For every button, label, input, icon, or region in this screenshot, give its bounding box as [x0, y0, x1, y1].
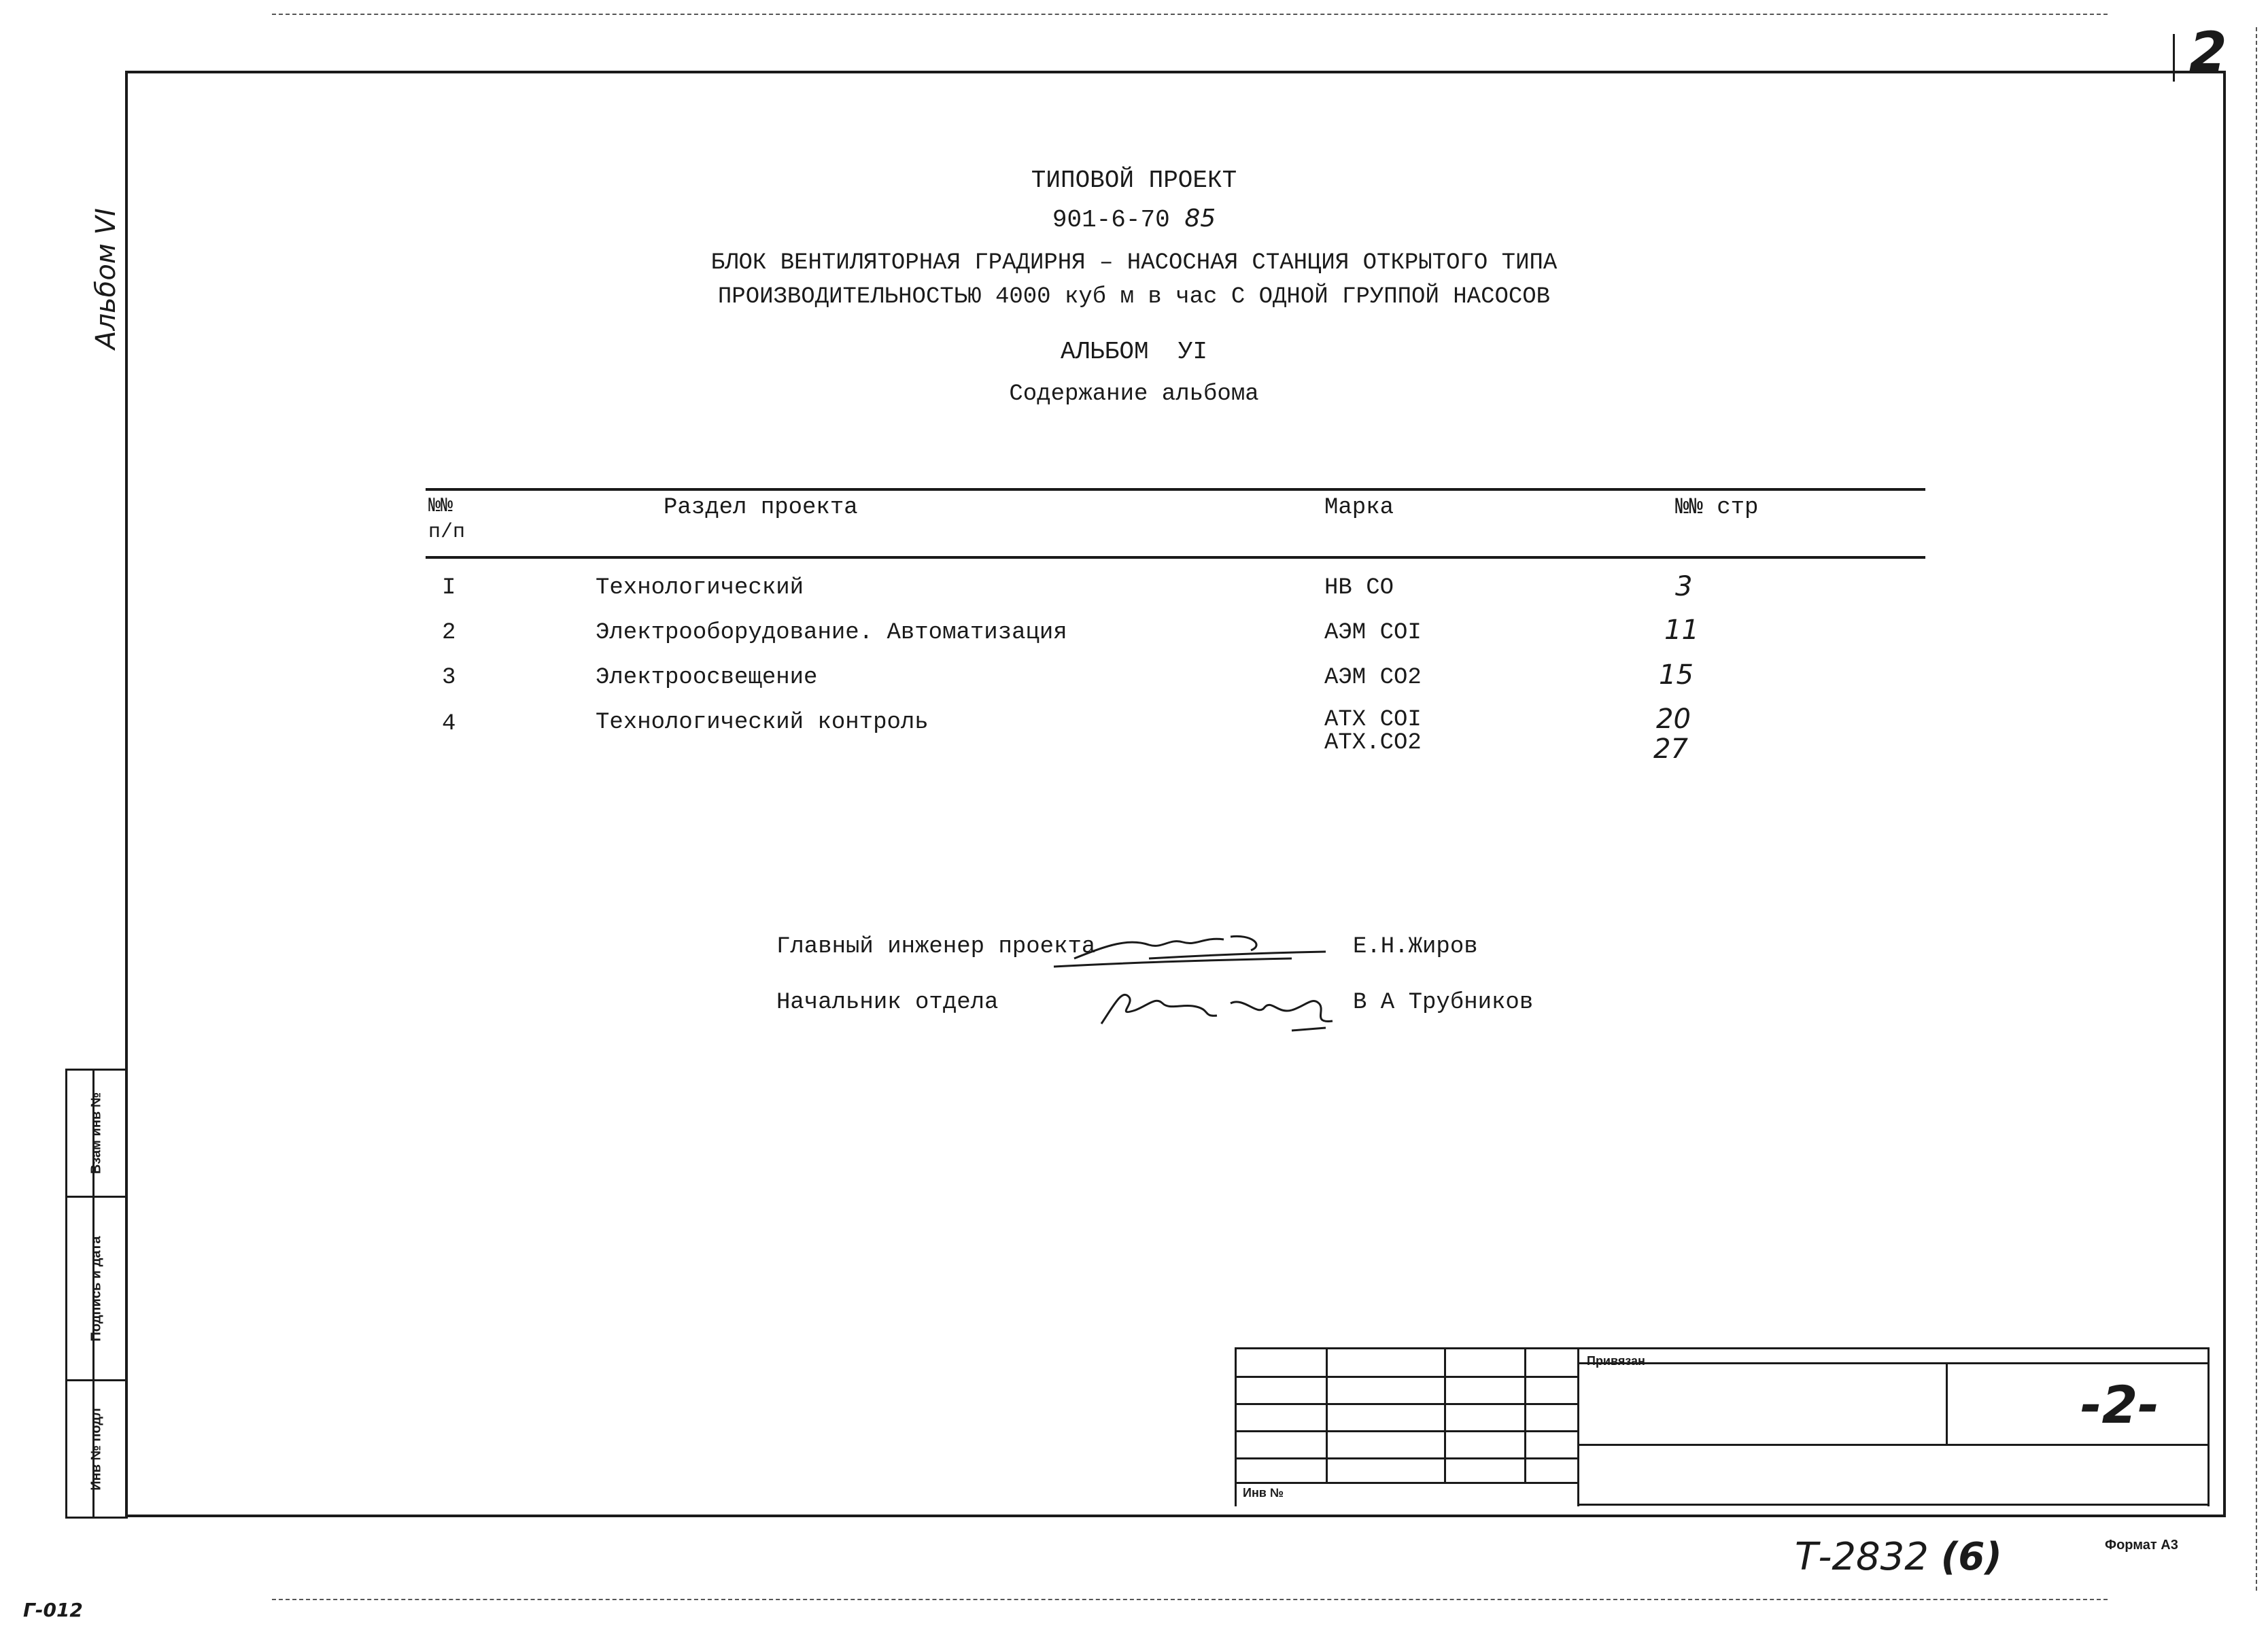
row-4-mark-2: АТХ.СО2: [1324, 730, 1422, 756]
side-stamp-divider: [92, 1069, 94, 1519]
document-code-main: Т-2832: [1795, 1535, 1929, 1579]
header-num-line2: п/п: [428, 521, 466, 544]
header-mark: Марка: [1324, 495, 1394, 521]
tb-grid-h3: [1235, 1430, 1579, 1432]
title-block-inv: Инв №: [1243, 1486, 1284, 1500]
row-2-mark: АЭМ СОI: [1324, 620, 1422, 646]
tb-grid-v4: [1577, 1347, 1579, 1506]
tb-grid-v1: [1326, 1347, 1328, 1482]
row-3-page: 15: [1659, 659, 1694, 691]
title-line-2: ПРОИЗВОДИТЕЛЬНОСТЬЮ 4000 куб м в час С ОДНОЙ ГРУППОЙ НАСОСОВ: [717, 284, 1551, 310]
tb-grid-h5: [1235, 1482, 1579, 1484]
side-stamp-replacement-label: Взам инв №: [88, 1092, 104, 1175]
side-stamp-signature: [65, 1198, 128, 1381]
project-number-suffix: 85: [1184, 205, 1216, 232]
tb-right-v1: [1946, 1362, 1948, 1444]
album-number: АЛЬБОМ УI: [1060, 338, 1208, 366]
page-header: [0, 163, 2268, 412]
department-head-label: Начальник отдела: [776, 990, 999, 1016]
header-section: Раздел проекта: [664, 495, 858, 521]
chief-engineer-signature: [1047, 924, 1333, 972]
side-stamp-original: [65, 1381, 128, 1519]
tb-right-h3: [1577, 1504, 2210, 1506]
row-1-section: Технологический: [596, 575, 804, 601]
project-type: ТИПОВОЙ ПРОЕКТ: [1031, 167, 1237, 194]
side-stamp-replacement: [65, 1069, 128, 1198]
side-album-label: Альбом VI: [90, 208, 122, 349]
tb-grid-v3: [1524, 1347, 1526, 1482]
corner-sheet-number: 2: [2189, 20, 2227, 84]
row-1-num: I: [442, 575, 456, 601]
row-2-num: 2: [442, 620, 456, 646]
title-block-sheet-number: -2-: [2080, 1374, 2159, 1435]
department-head-signature: [1088, 976, 1346, 1037]
row-2-page: 11: [1664, 615, 1699, 646]
chief-engineer-name: Е.Н.Жиров: [1353, 934, 1478, 960]
document-code-suffix: (6): [1940, 1535, 2002, 1579]
side-stamp-signature-label: Подпись и дата: [88, 1236, 104, 1341]
tb-grid-v2: [1444, 1347, 1446, 1482]
row-4-section: Технологический контроль: [596, 710, 929, 736]
tb-grid-h1: [1235, 1376, 1579, 1378]
project-number-main: 901-6-70: [1052, 206, 1170, 234]
contents-title: Содержание альбома: [1009, 381, 1259, 407]
header-num-line1: №№: [428, 495, 453, 518]
row-3-num: 3: [442, 665, 456, 691]
tb-grid-h4: [1235, 1457, 1579, 1459]
corner-code: Г-012: [23, 1599, 83, 1621]
project-number: [0, 198, 2268, 239]
row-4-mark: АТХ СОI: [1324, 707, 1422, 733]
tb-grid-h2: [1235, 1403, 1579, 1405]
header-num: [428, 494, 465, 545]
chief-engineer-label: Главный инженер проекта: [776, 934, 1096, 960]
row-3-mark: АЭМ СО2: [1324, 665, 1422, 691]
table-top-rule: [426, 488, 1925, 491]
title-line-1: БЛОК ВЕНТИЛЯТОРНАЯ ГРАДИРНЯ – НАСОСНАЯ СТАНЦИЯ ОТКРЫТОГО ТИПА: [710, 250, 1558, 276]
department-head-name: В А Трубников: [1353, 990, 1534, 1016]
tb-right-h2: [1577, 1444, 2210, 1446]
title-block-format: Формат А3: [2105, 1538, 2178, 1553]
title-block-privyazan: Привязан: [1587, 1354, 1645, 1368]
row-4-page-2: 27: [1653, 733, 1688, 765]
tb-right-h1: [1577, 1362, 2210, 1364]
row-1-mark: НВ СО: [1324, 575, 1394, 601]
row-1-page: 3: [1675, 571, 1693, 602]
document-code: [1795, 1535, 2002, 1579]
table-header-rule: [426, 556, 1925, 559]
header-page: №№ стр: [1675, 495, 1759, 521]
row-2-section: Электрооборудование. Автоматизация: [596, 620, 1067, 646]
side-stamp-original-label: Инв № подл: [88, 1407, 104, 1491]
row-3-section: Электроосвещение: [596, 665, 818, 691]
row-4-page: 20: [1656, 704, 1691, 735]
row-4-num: 4: [442, 711, 456, 737]
